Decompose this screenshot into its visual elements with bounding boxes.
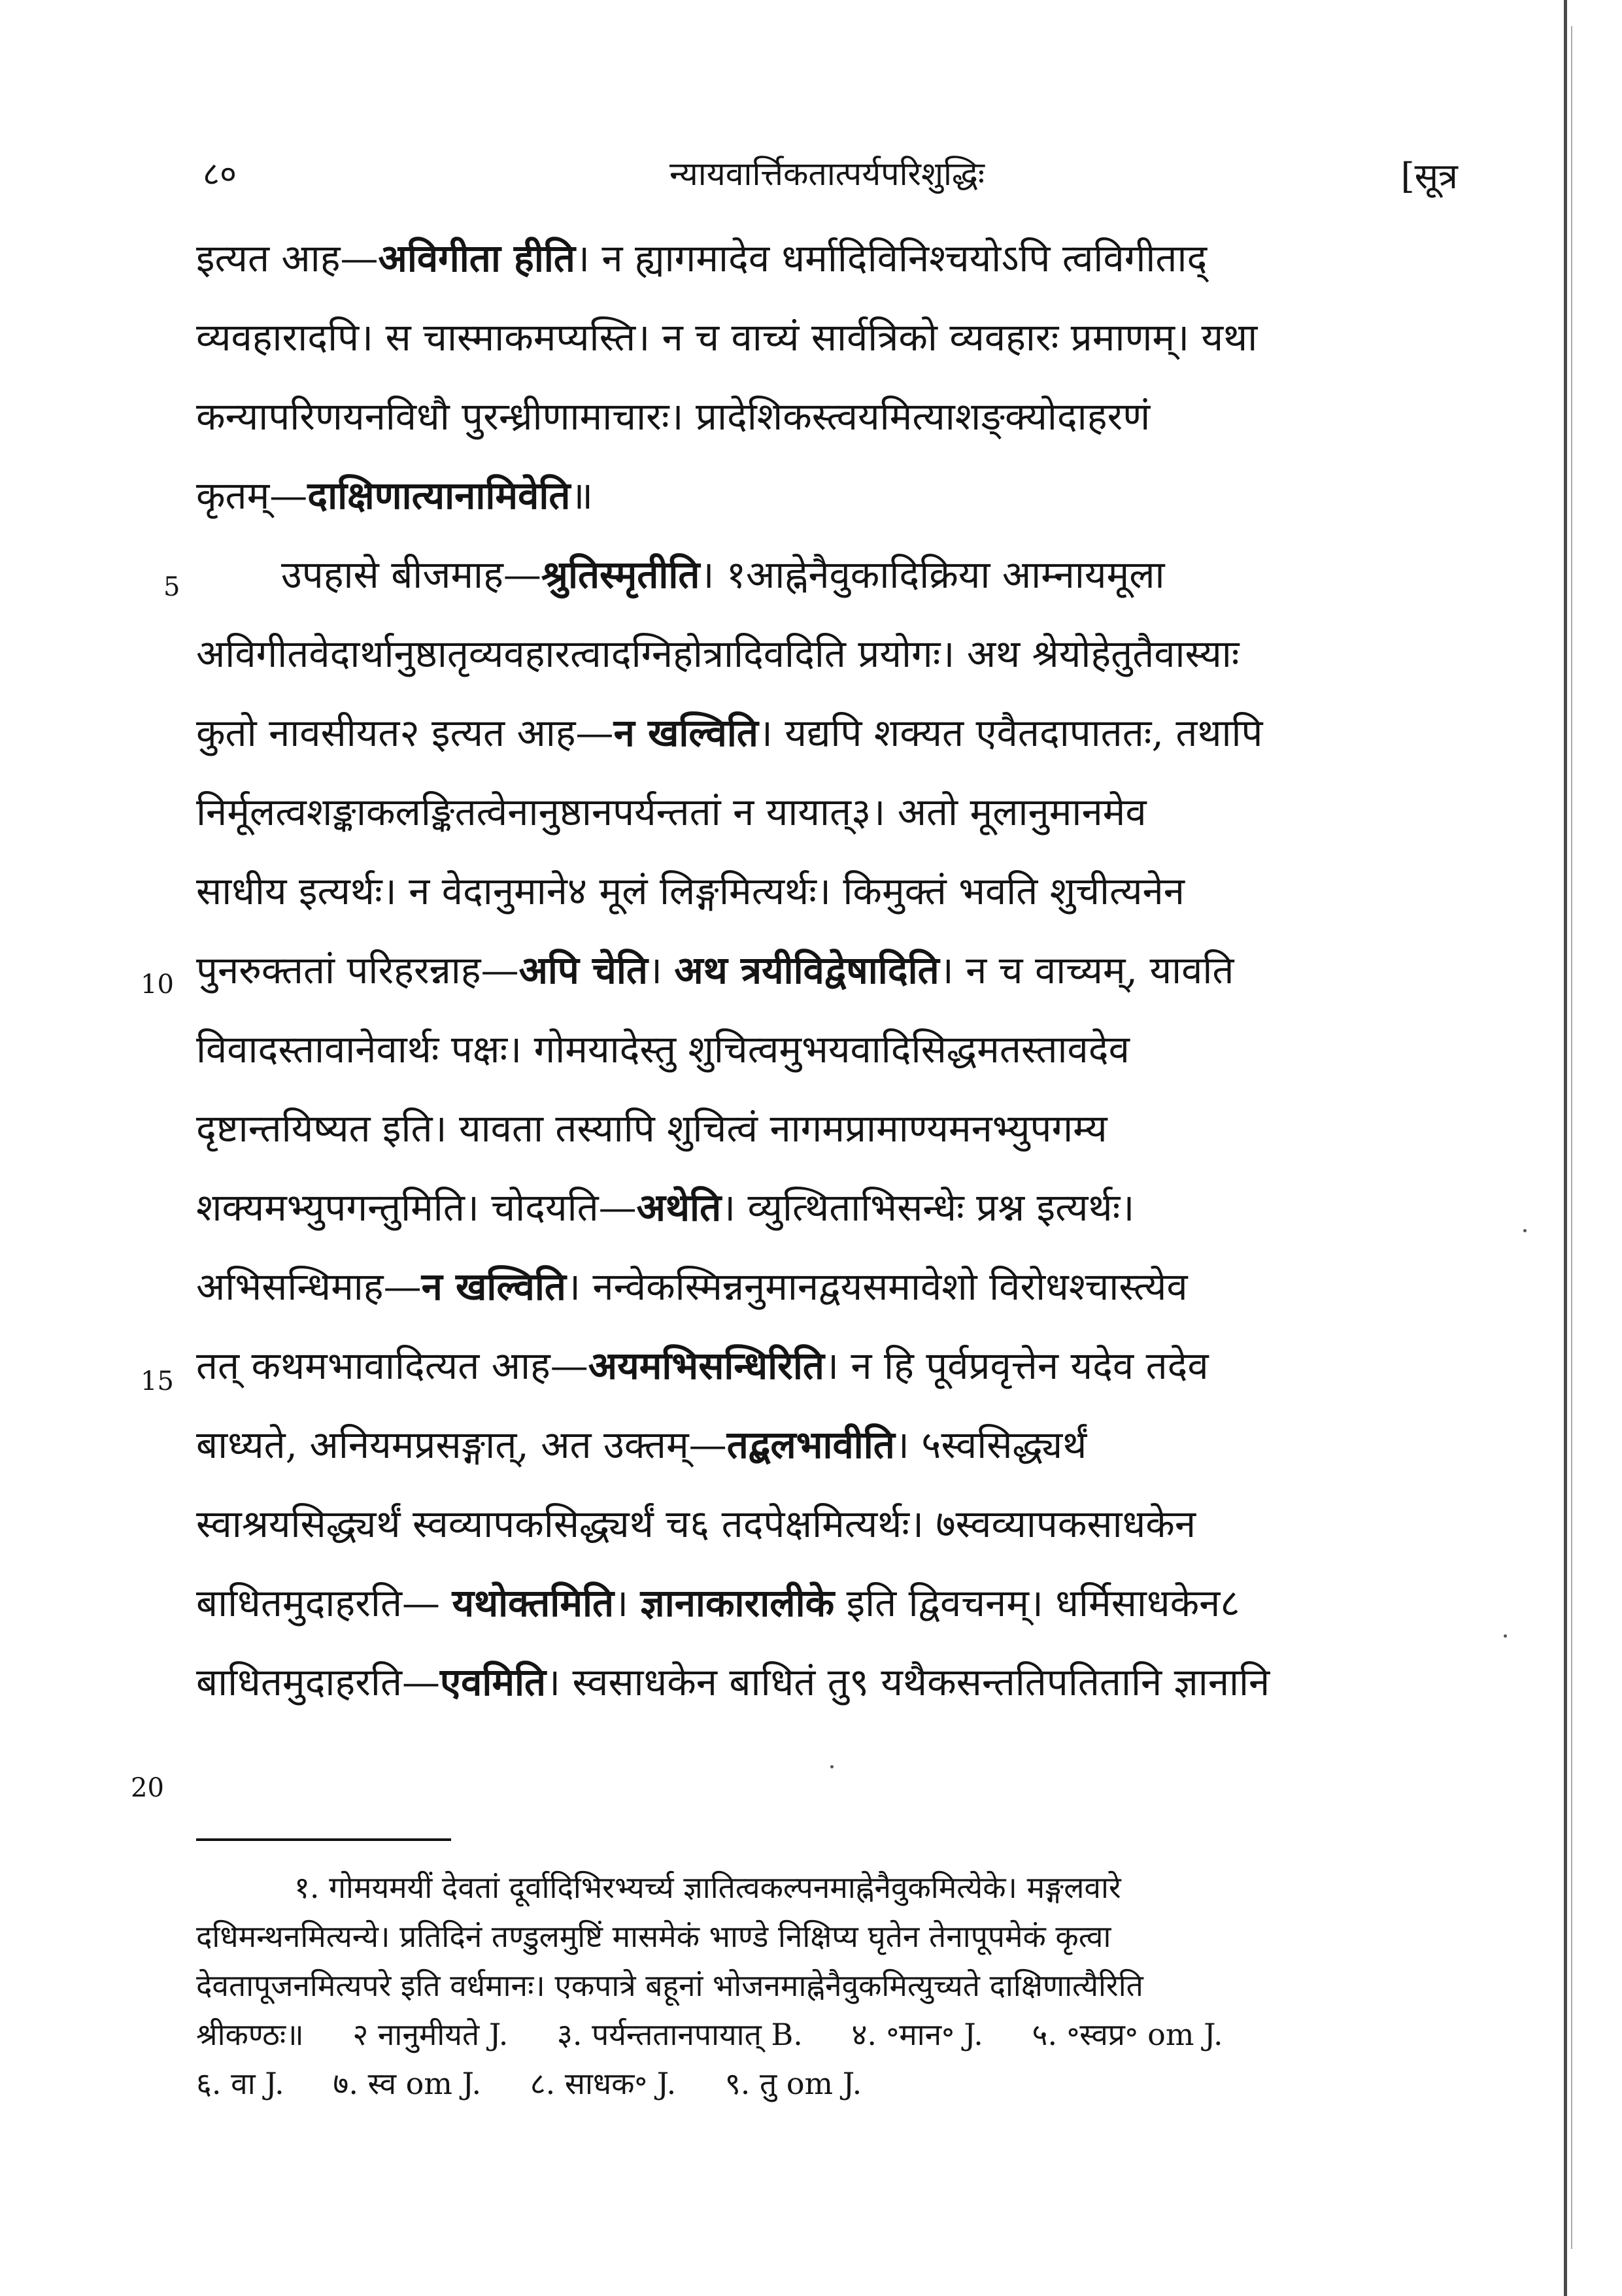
text-line xyxy=(196,1247,1458,1326)
text-segment: । न च वाच्यम्, यावति xyxy=(939,948,1234,992)
footnotes-block xyxy=(196,1863,1458,2108)
text-segment: व्यवहारादपि। स चास्माकमप्यस्ति। न च वाच्यं सार्वत्रिको व्यवहारः प्रमाणम्। यथा xyxy=(196,315,1258,360)
footnote-line: १. गोमयमयीं देवतां दूर्वादिभिरभ्यर्च्य ज्ञातित्वकल्पनमाह्नेनैवुकमित्येके। मङ्गलवारे xyxy=(294,1870,1121,1905)
text-line xyxy=(196,298,1458,377)
line-number-10: 10 xyxy=(141,970,174,1000)
text-line xyxy=(196,1089,1458,1168)
text-line xyxy=(196,535,1458,615)
bold-lemma: श्रुतिस्मृतीति xyxy=(541,552,700,597)
footnote-item: ४. ॰मान॰ J. xyxy=(851,2017,983,2052)
bold-lemma: अविगीता हीति xyxy=(378,236,575,280)
text-line xyxy=(196,219,1458,298)
footnote-line: दधिमन्थनमित्यन्ये। प्रतिदिनं तण्डुलमुष्टिं मासमेकं भाण्डे निक्षिप्य घृतेन तेनापूपमेकं कृत्वा xyxy=(196,1919,1111,1954)
text-segment: ॥ xyxy=(570,473,594,518)
section-reference: [सूत्र xyxy=(1400,156,1458,197)
text-line xyxy=(196,1168,1458,1247)
text-line xyxy=(196,1406,1458,1485)
page-header xyxy=(196,144,1458,203)
footnote-item: श्रीकण्ठः॥ xyxy=(196,2017,304,2052)
scan-speck xyxy=(830,1765,834,1768)
bold-lemma: अथ त्रयीविद्वेषादिति xyxy=(674,948,939,992)
text-line xyxy=(196,694,1458,773)
text-segment: । स्वसाधकेन बाधितं तु९ यथैकसन्ततिपतितानि ज्ञानानि xyxy=(546,1660,1270,1704)
bold-lemma: यथोक्तमिति xyxy=(452,1581,615,1625)
text-segment: कुतो नावसीयत२ इत्यत आह— xyxy=(196,711,614,755)
text-line xyxy=(196,377,1458,456)
text-segment: । व्युत्थिताभिसन्धेः प्रश्न इत्यर्थः। xyxy=(721,1185,1135,1230)
bold-lemma: दाक्षिणात्यानामिवेति xyxy=(307,473,571,518)
text-segment: । १आह्नेनैवुकादिक्रिया आम्नायमूला xyxy=(700,552,1165,597)
page-number: ८० xyxy=(203,155,237,193)
text-segment: तत् कथमभावादित्यत आह— xyxy=(196,1343,588,1388)
running-title: न्यायवार्त्तिकतात्पर्यपरिशुद्धिः xyxy=(669,155,985,193)
text-line xyxy=(196,852,1458,931)
text-segment: बाध्यते, अनियमप्रसङ्गात्, अत उक्तम्— xyxy=(196,1423,727,1467)
text-segment: । नन्वेकस्मिन्ननुमानद्वयसमावेशो विरोधश्चास्त्येव xyxy=(566,1264,1188,1309)
text-segment: विवादस्तावानेवार्थः पक्षः। गोमयादेस्तु शुचित्वमुभयवादिसिद्धमतस्तावदेव xyxy=(196,1027,1130,1072)
page-binding-shadow xyxy=(1571,26,1572,2249)
page-binding-edge xyxy=(1564,0,1567,2296)
text-segment: पुनरुक्ततां परिहरन्नाह— xyxy=(196,948,519,992)
bold-lemma: अयमभिसन्धिरिति xyxy=(588,1343,824,1388)
text-line xyxy=(196,1643,1458,1722)
footnote-item: ७. स्व om J. xyxy=(333,2066,482,2101)
bold-lemma: एवमिति xyxy=(440,1660,547,1704)
bold-lemma: तद्बलभावीति xyxy=(726,1423,895,1467)
text-line xyxy=(196,1010,1458,1089)
text-line xyxy=(196,1326,1458,1406)
text-segment: । यद्यपि शक्यत एवैतदापाततः, तथापि xyxy=(758,711,1263,755)
text-line xyxy=(196,931,1458,1010)
footnote-item: ९. तु om J. xyxy=(724,2066,862,2101)
text-line xyxy=(196,1485,1458,1564)
line-number-20: 20 xyxy=(131,1773,164,1803)
text-segment: स्वाश्रयसिद्ध्यर्थं स्वव्यापकसिद्ध्यर्थं च६ तदपेक्षमित्यर्थः। ७स्वव्यापकसाधकेन xyxy=(196,1502,1196,1546)
text-segment: निर्मूलत्वशङ्काकलङ्कितत्वेनानुष्ठानपर्यन्ततां न यायात्३। अतो मूलानुमानमेव xyxy=(196,790,1147,834)
footnote-item: ८. साधक॰ J. xyxy=(530,2066,677,2101)
text-segment: दृष्टान्तयिष्यत इति। यावता तस्यापि शुचित्वं नागमप्रामाण्यमनभ्युपगम्य xyxy=(196,1106,1107,1151)
scan-speck xyxy=(1504,1634,1507,1638)
bold-lemma: ज्ञानाकारालीके xyxy=(640,1581,835,1625)
bold-lemma: न खल्विति xyxy=(421,1264,566,1309)
footnote-separator xyxy=(196,1838,451,1841)
line-number-5: 5 xyxy=(163,572,180,602)
footnote-item: ६. वा J. xyxy=(196,2066,284,2101)
text-segment: साधीय इत्यर्थः। न वेदानुमाने४ मूलं लिङ्गमित्यर्थः। किमुक्तं भवति शुचीत्यनेन xyxy=(196,869,1185,913)
text-segment: इत्यत आह— xyxy=(196,236,379,280)
bold-lemma: अपि चेति xyxy=(518,948,648,992)
footnote-variants-line xyxy=(196,2059,1458,2108)
text-line xyxy=(196,456,1458,535)
text-segment: । xyxy=(614,1581,641,1625)
text-segment: अभिसन्धिमाह— xyxy=(196,1264,422,1309)
text-segment: अविगीतवेदार्थानुष्ठातृव्यवहारत्वादग्निहोत्रादिवदिति प्रयोगः। अथ श्रेयोहेतुतैवास्याः xyxy=(196,632,1240,676)
footnote-item: ५. ॰स्वप्र॰ om J. xyxy=(1032,2017,1223,2052)
text-segment: शक्यमभ्युपगन्तुमिति। चोदयति— xyxy=(196,1185,637,1230)
text-line xyxy=(196,1564,1458,1643)
text-segment: । न ह्यागमादेव धर्मादिविनिश्चयोऽपि त्वविगीताद् xyxy=(575,236,1208,280)
text-line xyxy=(196,773,1458,852)
footnote-variants-line xyxy=(196,2010,1458,2059)
text-segment: बाधितमुदाहरति— xyxy=(196,1581,452,1625)
footnote-item: २ नानुमीयते J. xyxy=(352,2017,509,2052)
bold-lemma: अथेति xyxy=(636,1185,722,1230)
text-segment: । ५स्वसिद्ध्यर्थं xyxy=(894,1423,1087,1467)
text-segment: कृतम्— xyxy=(196,473,308,518)
text-line xyxy=(196,615,1458,694)
text-segment: बाधितमुदाहरति— xyxy=(196,1660,440,1704)
bold-lemma: न खल्विति xyxy=(613,711,758,755)
text-segment: उपहासे बीजमाह— xyxy=(281,552,541,597)
footnote-item: ३. पर्यन्ततानपायात् B. xyxy=(556,2017,803,2052)
line-number-15: 15 xyxy=(141,1366,174,1396)
text-segment: । न हि पूर्वप्रवृत्तेन यदेव तदेव xyxy=(824,1343,1209,1388)
main-text-block xyxy=(196,219,1458,1722)
footnote-line: देवतापूजनमित्यपरे इति वर्धमानः। एकपात्रे बहूनां भोजनमाह्नेनैवुकमित्युच्यते दाक्षिणात्यैरिति xyxy=(196,1968,1143,2003)
text-segment: इति द्विवचनम्। धर्मिसाधकेन८ xyxy=(834,1581,1240,1625)
text-segment: कन्यापरिणयनविधौ पुरन्ध्रीणामाचारः। प्रादेशिकस्त्वयमित्याशङ्क्योदाहरणं xyxy=(196,394,1151,439)
scan-speck xyxy=(1523,1229,1527,1232)
text-segment: । xyxy=(647,948,675,992)
